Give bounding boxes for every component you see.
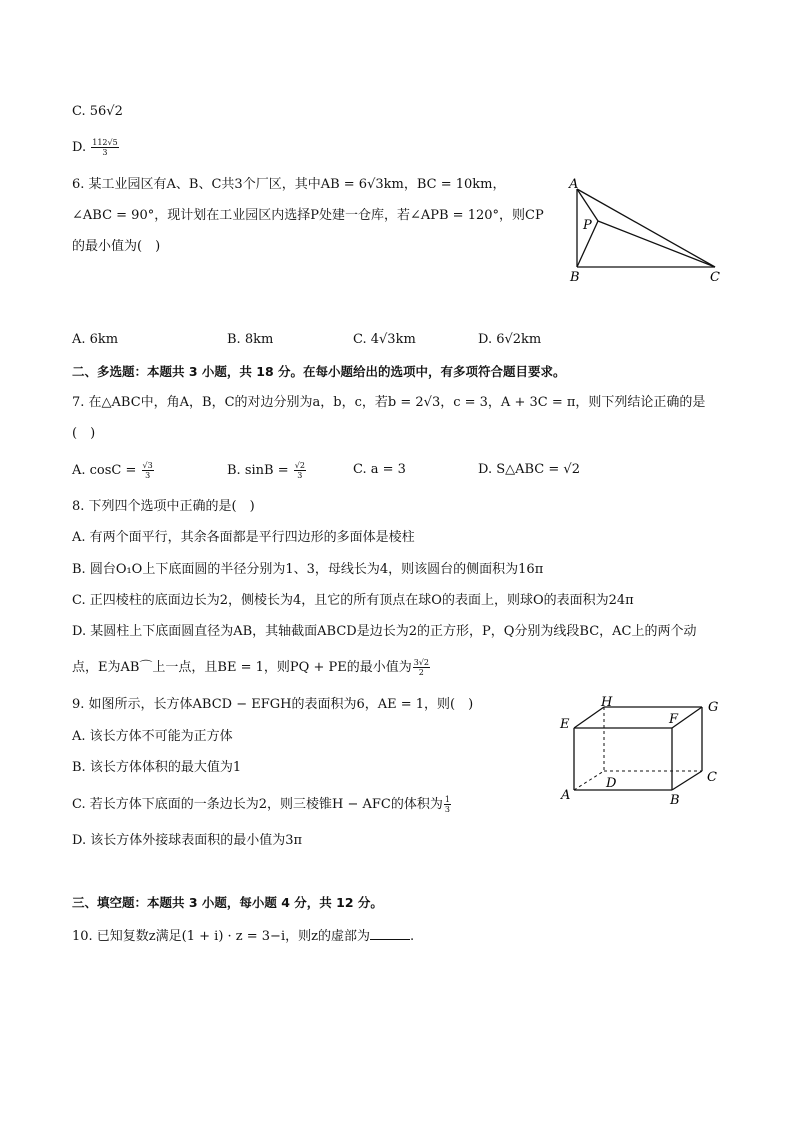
q7-option-a: [72, 461, 155, 480]
edge-ad-hidden: [574, 771, 604, 790]
q6-stem-line1: 6. 某工业园区有A、B、C共3个厂区，其中AB = 6√3km，BC = 10km，: [72, 177, 506, 192]
q9-option-c-prefix: C. 若长方体下底面的一条边长为2，则三棱锥H − AFC的体积为: [72, 797, 443, 812]
label-p: P: [583, 218, 592, 233]
edge-eh: [574, 707, 604, 728]
edge-bc: [672, 771, 702, 790]
q9-option-d: D. 该长方体外接球表面积的最小值为3π: [72, 833, 303, 848]
label-e: E: [560, 717, 570, 732]
label-b: B: [570, 270, 580, 285]
q5-option-d: [72, 138, 120, 157]
label-g: G: [708, 700, 719, 715]
answer-blank[interactable]: [370, 927, 410, 940]
fraction-numerator: √3: [142, 461, 153, 470]
q8-option-a: A. 有两个面平行，其余各面都是平行四边形的多面体是棱柱: [72, 530, 415, 545]
q8-option-d-line2-prefix: 点，E为AB⌒上一点，且BE = 1，则PQ + PE的最小值为: [72, 660, 412, 675]
q5-option-d-prefix: D.: [72, 140, 91, 155]
section-3-title: 三、填空题：本题共 3 小题，每小题 4 分，共 12 分。: [72, 895, 383, 910]
q7-option-d: D. S△ABC = √2: [478, 462, 580, 477]
fraction-numerator: 3√2: [413, 658, 429, 667]
q8-option-d-fraction: [413, 658, 430, 677]
q9-option-b: B. 该长方体体积的最大值为1: [72, 760, 242, 775]
fraction-denominator: 3: [145, 471, 151, 480]
q10-stem: [72, 927, 414, 946]
q9-option-c: [72, 795, 452, 814]
q8-stem: 8. 下列四个选项中正确的是( ): [72, 499, 255, 514]
q7-option-a-prefix: A. cosC =: [72, 463, 141, 478]
q7-option-a-fraction: [142, 461, 154, 480]
q8-option-d-line1: D. 某圆柱上下底面圆直径为AB，其轴截面ABCD是边长为2的正方形，P，Q分别为线段BC，AC上的两个动: [72, 624, 697, 639]
q6-option-d: D. 6√2km: [478, 332, 542, 347]
q7-option-b: [227, 461, 307, 480]
q6-stem-line2: ∠ABC = 90°，现计划在工业园区内选择P处建一仓库，若∠APB = 120°，则CP: [72, 208, 544, 223]
q8-option-c: C. 正四棱柱的底面边长为2，侧棱长为4，且它的所有顶点在球O的表面上，则球O的表面积为24π: [72, 593, 634, 608]
label-a: A: [569, 177, 579, 192]
q6-option-c: C. 4√3km: [353, 332, 416, 347]
edge-ac: [577, 189, 715, 267]
fraction-denominator: 3: [297, 471, 303, 480]
q6-option-b: B. 8km: [227, 332, 274, 347]
label-a: A: [561, 788, 571, 803]
q9-option-a: A. 该长方体不可能为正方体: [72, 729, 233, 744]
fraction-denominator: 3: [444, 805, 450, 814]
edge-ap: [577, 189, 598, 221]
q9-stem: 9. 如图所示，长方体ABCD − EFGH的表面积为6，AE = 1，则( ): [72, 697, 474, 712]
q8-option-b: B. 圆台O₁O上下底面圆的半径分别为1、3，母线长为4，则该圆台的侧面积为16π: [72, 562, 544, 577]
q5-option-d-fraction: [91, 138, 118, 157]
label-h: H: [601, 695, 613, 710]
q9-option-c-fraction: [444, 795, 451, 814]
q7-stem-line1: 7. 在△ABC中，角A，B，C的对边分别为a，b，c，若b = 2√3，c = 3，A + 3C = π，则下列结论正确的是: [72, 395, 706, 410]
q9-cuboid-figure: [558, 695, 728, 810]
q10-stem-prefix: 10. 已知复数z满足(1 + i) · z = 3−i，则z的虚部为: [72, 929, 370, 944]
q7-option-b-prefix: B. sinB =: [227, 463, 293, 478]
q6-option-a: A. 6km: [72, 332, 119, 347]
label-d: D: [606, 776, 617, 791]
fraction-denominator: 3: [102, 148, 108, 157]
q8-option-d-line2: [72, 658, 431, 677]
q7-option-b-fraction: [294, 461, 306, 480]
section-2-title: 二、多选题：本题共 3 小题，共 18 分。在每小题给出的选项中，有多项符合题目要求。: [72, 364, 566, 379]
q6-stem-line3: 的最小值为( ): [72, 239, 161, 254]
label-c: C: [707, 770, 717, 785]
q5-option-c: C. 56√2: [72, 104, 123, 119]
fraction-denominator: 2: [418, 668, 424, 677]
label-c: C: [710, 270, 720, 285]
label-b: B: [670, 793, 680, 808]
fraction-numerator: 112√5: [92, 138, 118, 147]
q7-stem-line2: ( ): [72, 426, 96, 441]
fraction-numerator: 1: [444, 795, 450, 804]
label-f: F: [669, 712, 679, 727]
q10-stem-suffix: .: [409, 929, 415, 944]
edge-pc: [598, 221, 715, 267]
q6-triangle-figure: [565, 175, 725, 285]
q7-option-c: C. a = 3: [353, 462, 406, 477]
fraction-numerator: √2: [294, 461, 305, 470]
